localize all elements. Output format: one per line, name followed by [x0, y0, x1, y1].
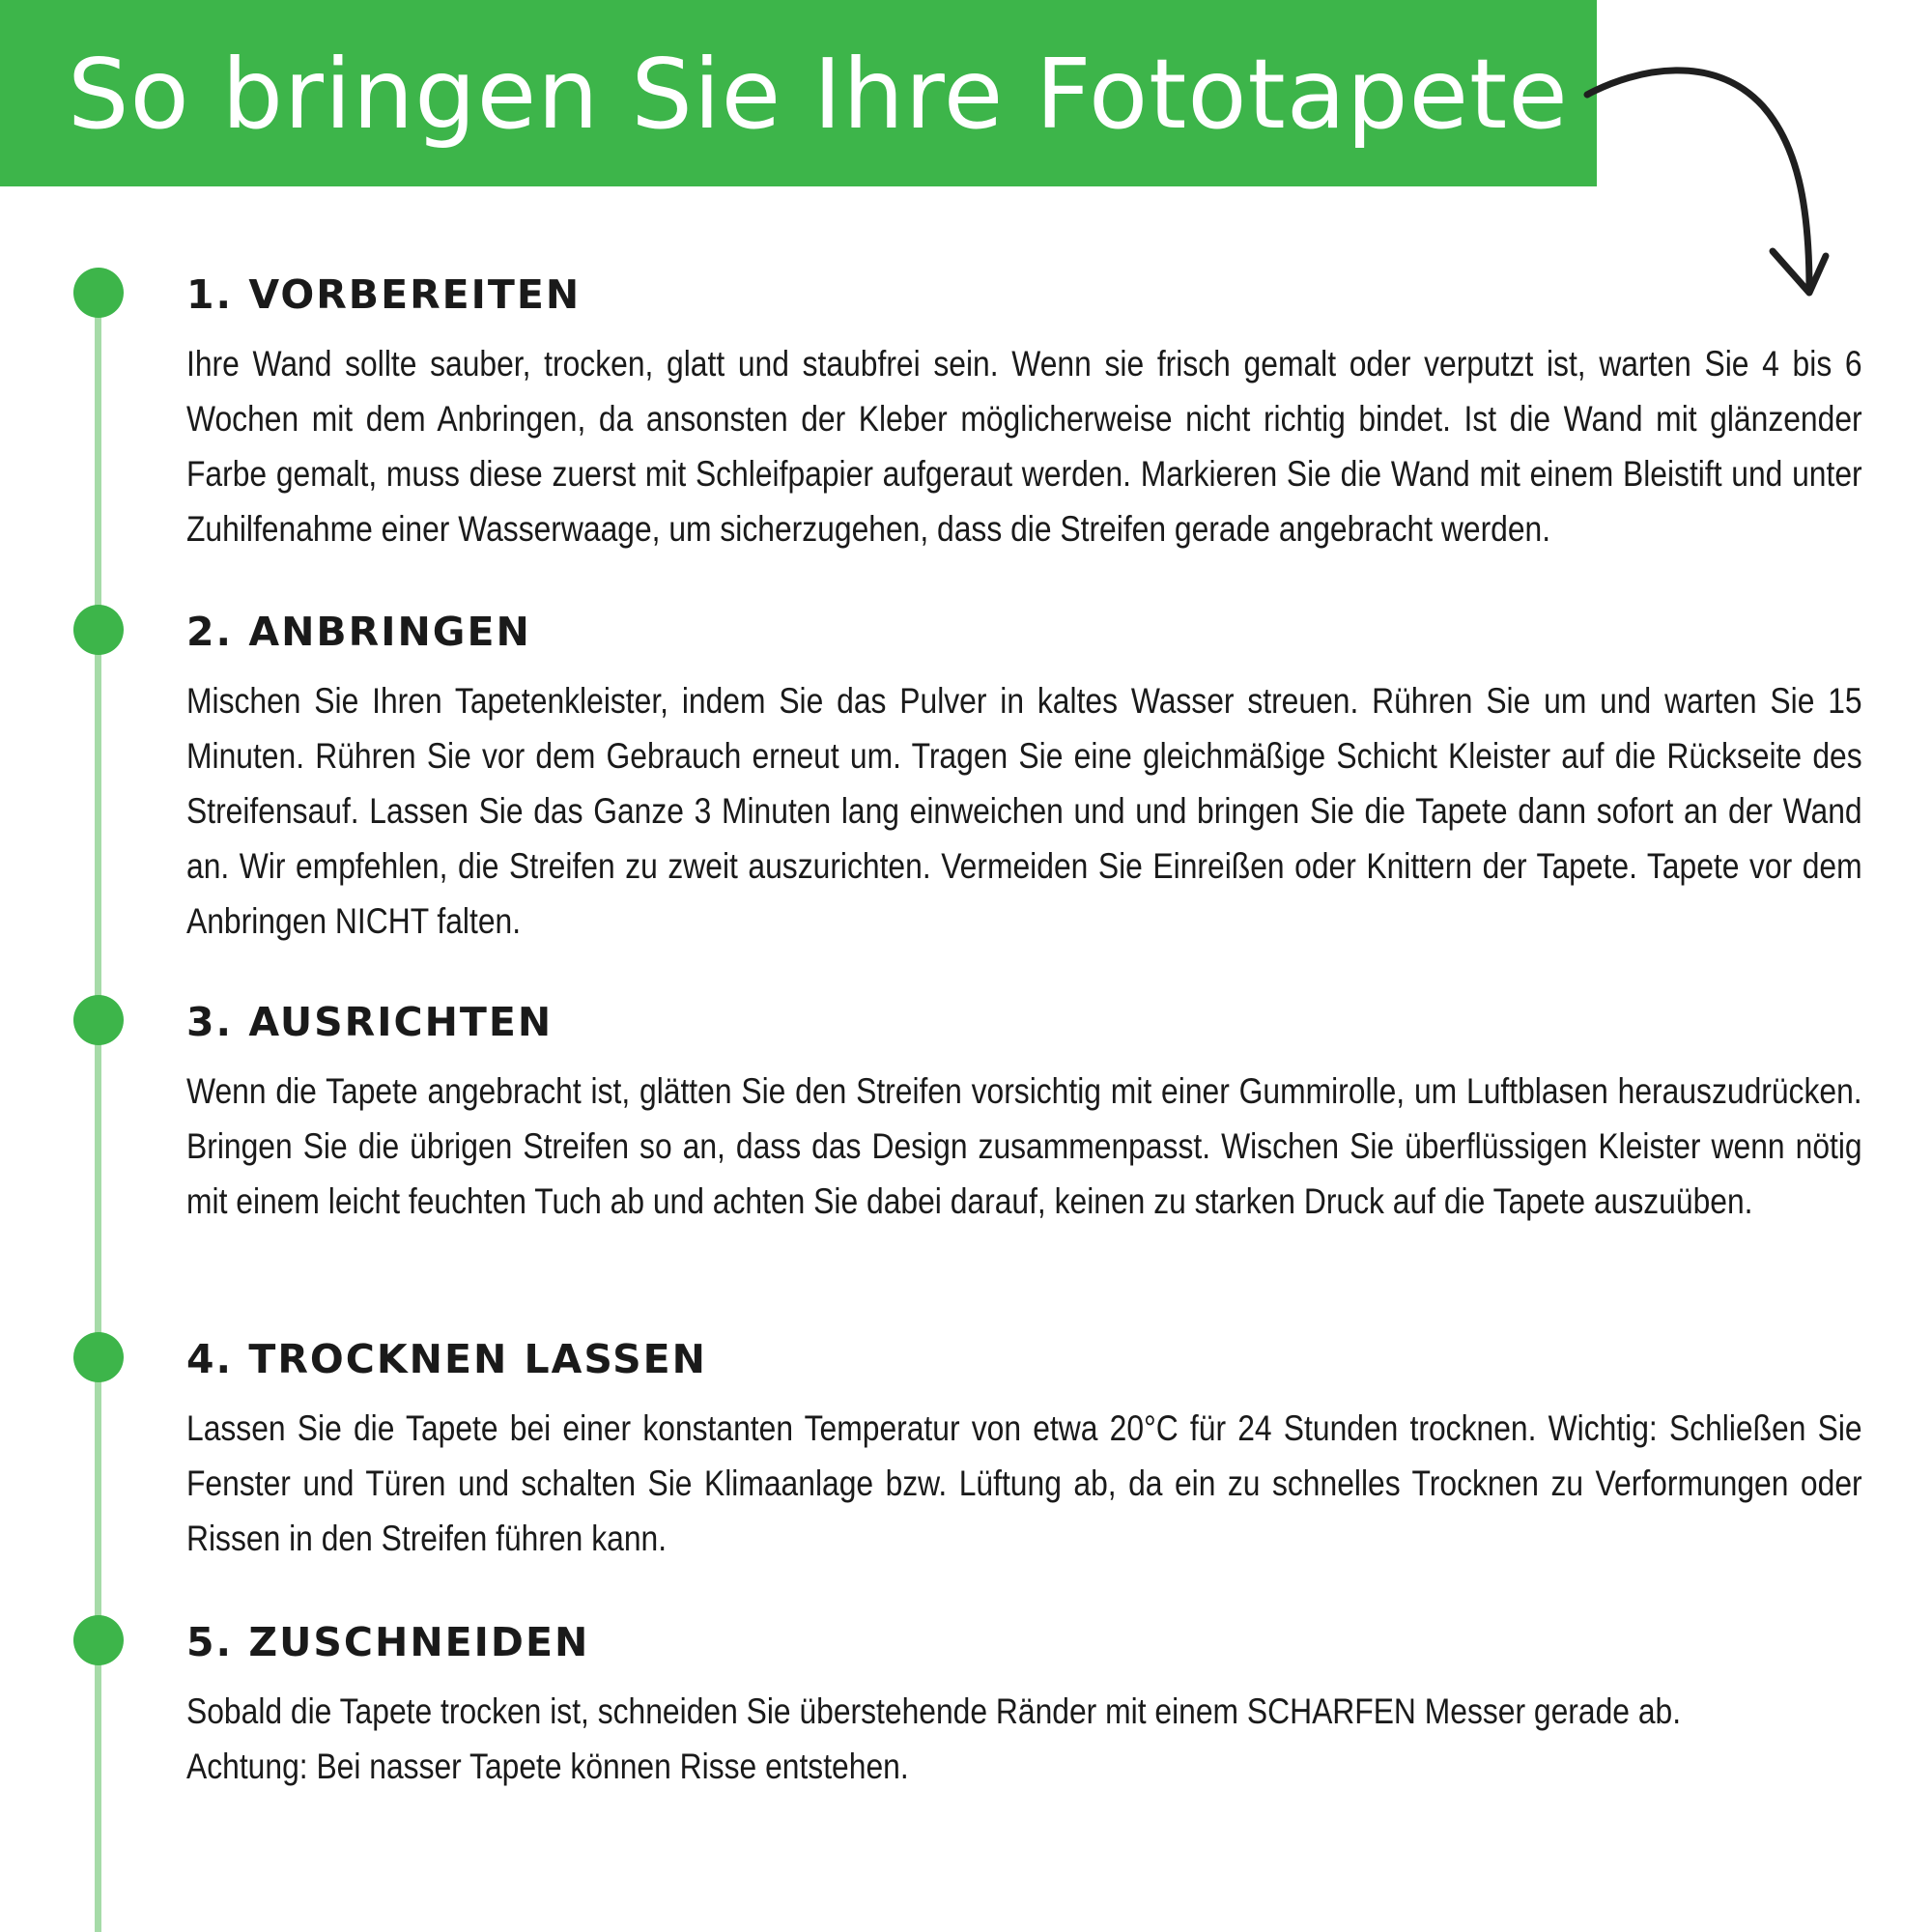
- step-ausrichten: [186, 998, 1862, 1229]
- step-anbringen: [186, 608, 1862, 949]
- step-title: 4. TROCKNEN LASSEN: [186, 1336, 707, 1382]
- timeline-dot-1: [73, 268, 124, 318]
- step-body-line: Sobald die Tapete trocken ist, schneiden Sie überstehende Ränder mit einem SCHARFEN Messer gerade ab.: [186, 1691, 1682, 1731]
- step-title: 5. ZUSCHNEIDEN: [186, 1619, 590, 1665]
- page-title: So bringen Sie Ihre Fototapete an: [68, 38, 1723, 151]
- header-banner: [0, 0, 1723, 186]
- step-body: [186, 1684, 1862, 1794]
- step-body: Lassen Sie die Tapete bei einer konstanten Temperatur von etwa 20°C für 24 Stunden trocknen. Wichtig: Schließen Sie Fenster und Türen und schalten Sie Klimaanlage bzw. Lüftung ab, da ein zu schnelles Trocknen zu Verformungen oder Rissen in den Streifen führen kann.: [186, 1408, 1862, 1558]
- timeline-dot-2: [73, 605, 124, 655]
- timeline-dot-4: [73, 1332, 124, 1382]
- step-body: Ihre Wand sollte sauber, trocken, glatt und staubfrei sein. Wenn sie frisch gemalt oder verputzt ist, warten Sie 4 bis 6 Wochen mit dem Anbringen, da ansonsten der Kleber möglicherweise nicht richtig bindet. Ist die Wand mit glänzender Farbe gemalt, muss diese zuerst mit Schleifpapier aufgeraut werden. Markieren Sie die Wand mit einem Bleistift und unter Zuhilfenahme einer Wasserwaage, um sicherzugehen, dass die Streifen gerade angebracht werden.: [186, 344, 1862, 549]
- step-body: Wenn die Tapete angebracht ist, glätten Sie den Streifen vorsichtig mit einer Gummirolle, um Luftblasen herauszudrücken. Bringen Sie die übrigen Streifen so an, dass das Design zusammenpasst. Wischen Sie überflüssigen Kleister wenn nötig mit einem leicht feuchten Tuch ab und achten Sie dabei darauf, keinen zu starken Druck auf die Tapete auszuüben.: [186, 1071, 1862, 1221]
- step-zuschneiden: [186, 1618, 1862, 1794]
- timeline-line: [95, 290, 101, 1932]
- timeline-dot-3: [73, 995, 124, 1045]
- step-title: 1. VORBEREITEN: [186, 271, 582, 318]
- step-title: 2. ANBRINGEN: [186, 609, 531, 655]
- timeline-dot-5: [73, 1615, 124, 1665]
- step-title: 3. AUSRICHTEN: [186, 999, 554, 1045]
- step-body-line: Achtung: Bei nasser Tapete können Risse entstehen.: [186, 1747, 909, 1786]
- step-vorbereiten: [186, 270, 1862, 556]
- step-body: Mischen Sie Ihren Tapetenkleister, indem Sie das Pulver in kaltes Wasser streuen. Rühren Sie um und warten Sie 15 Minuten. Rühren Sie vor dem Gebrauch erneut um. Tragen Sie eine gleichmäßige Schicht Kleister auf die Rückseite des Streifensauf. Lassen Sie das Ganze 3 Minuten lang einweichen und und bringen Sie die Tapete dann sofort an der Wand an. Wir empfehlen, die Streifen zu zweit auszurichten. Vermeiden Sie Einreißen oder Knittern der Tapete. Tapete vor dem Anbringen NICHT falten.: [186, 681, 1862, 941]
- step-trocknen-lassen: [186, 1335, 1862, 1566]
